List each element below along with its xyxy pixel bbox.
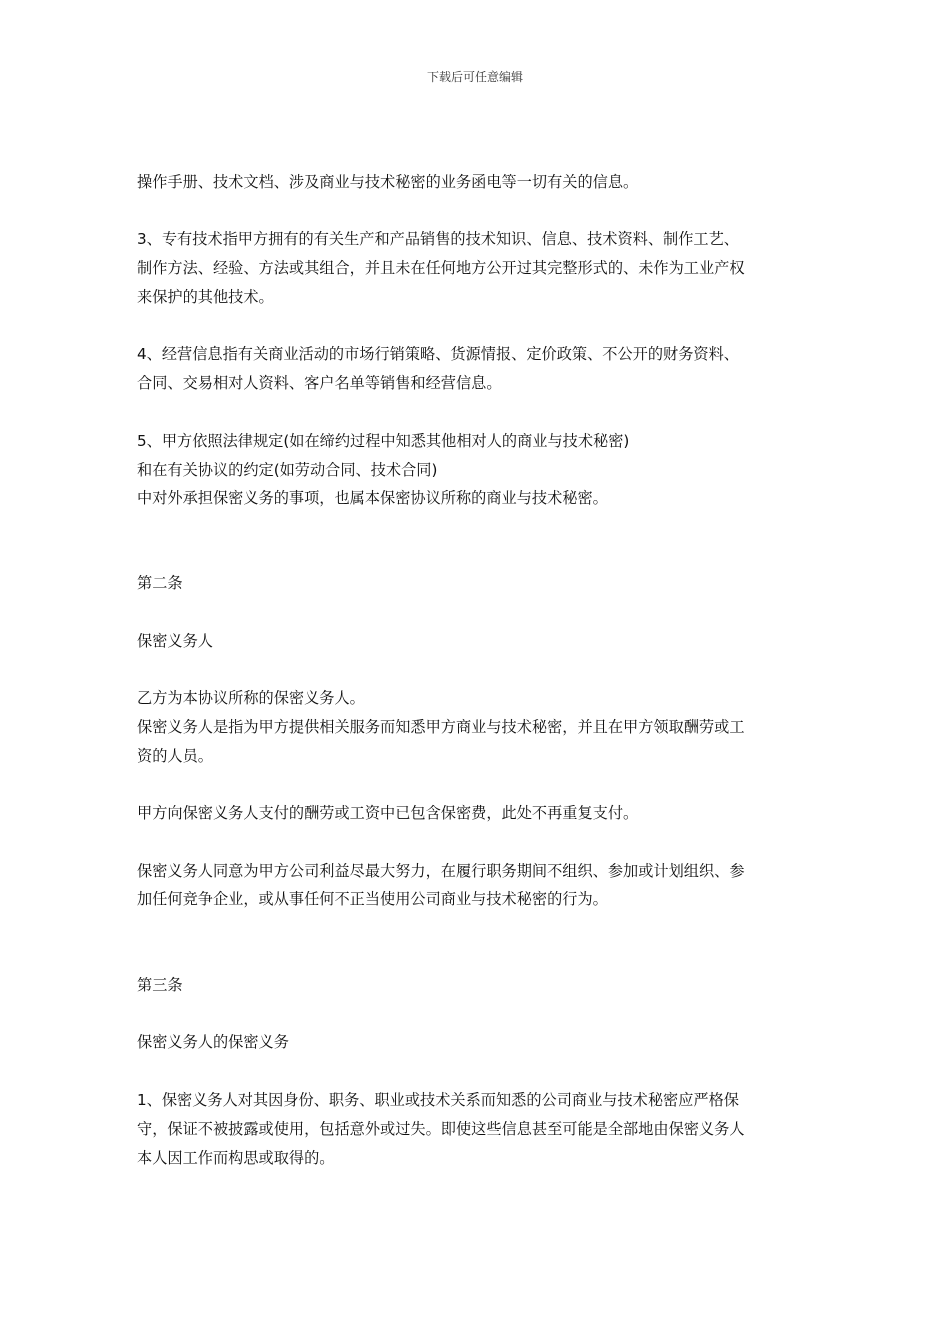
- paragraph-line: 操作手册、技术文档、涉及商业与技术秘密的业务函电等一切有关的信息。: [137, 173, 639, 191]
- paragraph-line: 5、甲方依照法律规定(如在缔约过程中知悉其他相对人的商业与技术秘密): [137, 432, 630, 450]
- section-heading: 第三条: [137, 976, 183, 994]
- paragraph-line: 甲方向保密义务人支付的酬劳或工资中已包含保密费，此处不再重复支付。: [137, 804, 639, 822]
- section-subheading: 保密义务人的保密义务: [137, 1033, 289, 1051]
- paragraph-line: 保密义务人同意为甲方公司利益尽最大努力，在履行职务期间不组织、参加或计划组织、参: [137, 862, 745, 880]
- section-heading: 第二条: [137, 574, 183, 592]
- paragraph-line: 来保护的其他技术。: [137, 288, 274, 306]
- paragraph-line: 乙方为本协议所称的保密义务人。: [137, 689, 365, 707]
- paragraph-line: 4、经营信息指有关商业活动的市场行销策略、货源情报、定价政策、不公开的财务资料、: [137, 345, 739, 363]
- page-header: 下载后可任意编辑: [426, 70, 523, 84]
- paragraph-line: 保密义务人是指为甲方提供相关服务而知悉甲方商业与技术秘密，并且在甲方领取酬劳或工: [137, 718, 745, 736]
- paragraph-line: 加任何竞争企业，或从事任何不正当使用公司商业与技术秘密的行为。: [137, 890, 608, 908]
- section-subheading: 保密义务人: [137, 632, 213, 650]
- paragraph-line: 中对外承担保密义务的事项，也属本保密协议所称的商业与技术秘密。: [137, 489, 608, 507]
- paragraph-line: 资的人员。: [137, 747, 213, 765]
- paragraph-line: 本人因工作而构思或取得的。: [137, 1149, 335, 1167]
- paragraph-line: 1、保密义务人对其因身份、职务、职业或技术关系而知悉的公司商业与技术秘密应严格保: [137, 1091, 739, 1109]
- paragraph-line: 守，保证不被披露或使用，包括意外或过失。即使这些信息甚至可能是全部地由保密义务人: [137, 1120, 745, 1138]
- paragraph-line: 和在有关协议的约定(如劳动合同、技术合同): [137, 461, 438, 479]
- paragraph-line: 3、专有技术指甲方拥有的有关生产和产品销售的技术知识、信息、技术资料、制作工艺、: [137, 230, 739, 248]
- paragraph-line: 合同、交易相对人资料、客户名单等销售和经营信息。: [137, 374, 502, 392]
- paragraph-line: 制作方法、经验、方法或其组合，并且未在任何地方公开过其完整形式的、未作为工业产权: [137, 259, 745, 277]
